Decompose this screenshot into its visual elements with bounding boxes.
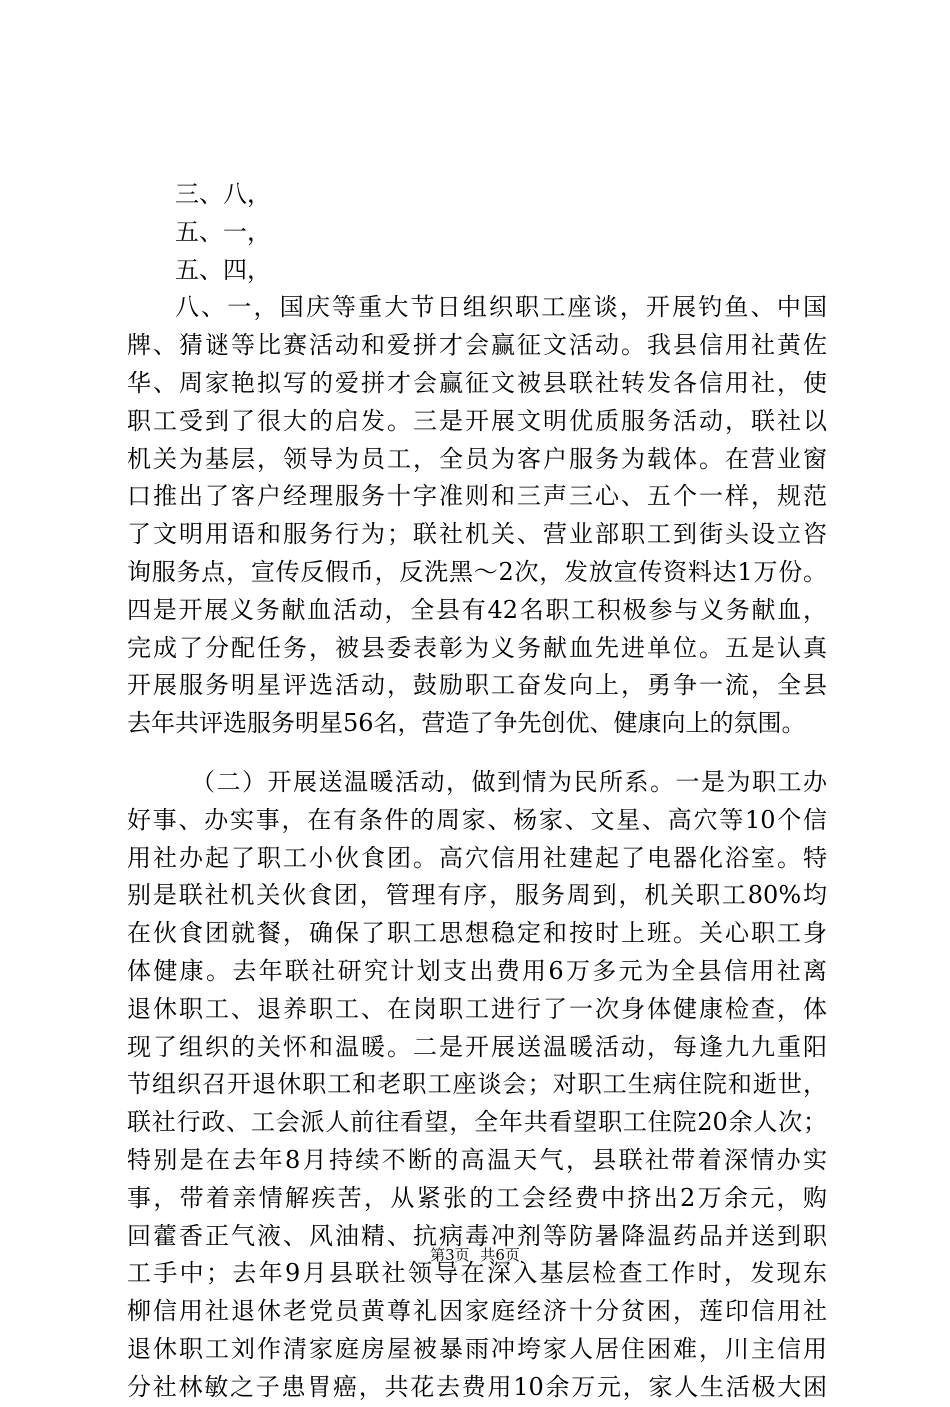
text-line: 用社办起了职工小伙食团。高穴信用社建起了电器化浴室。特 [127, 843, 827, 872]
page-number-total: 共6页 [480, 1246, 520, 1264]
text-line: 节组织召开退休职工和老职工座谈会；对职工生病住院和逝世， [127, 1070, 827, 1099]
text-line: 三、八， [175, 180, 271, 208]
text-line: 柳信用社退休老党员黄尊礼因家庭经济十分贫困，莲印信用社 [127, 1297, 827, 1326]
text-line: 牌、猜谜等比赛活动和爱拼才会赢征文活动。我县信用社黄佐 [127, 331, 827, 360]
page-number-current: 第3页 [430, 1246, 470, 1264]
text-line: 别是联社机关伙食团，管理有序，服务周到，机关职工80%均 [127, 881, 827, 910]
text-line: 五、一， [175, 217, 271, 246]
text-line: 退休职工、退养职工、在岗职工进行了一次身体健康检查，体 [127, 994, 827, 1023]
text-line: 五、四， [175, 255, 271, 284]
text-line: 分社林敏之子患胃癌，共花去费用10余万元，家人生活极大困 [127, 1372, 827, 1401]
text-line: 退休职工刘作清家庭房屋被暴雨冲垮家人居住困难，川主信用 [127, 1334, 827, 1363]
text-line: 机关为基层，领导为员工，全员为客户服务为载体。在营业窗 [127, 444, 827, 473]
paragraph-activities [127, 176, 827, 743]
text-line: 四是开展义务献血活动，全县有42名职工积极参与义务献血， [127, 595, 827, 624]
text-line: 工手中；去年9月县联社领导在深入基层检查工作时，发现东 [127, 1259, 827, 1288]
text-line: 询服务点，宣传反假币，反洗黑～2次，发放宣传资料达1万份。 [127, 557, 827, 586]
text-line: 华、周家艳拟写的爱拼才会赢征文被县联社转发各信用社，使 [127, 368, 827, 397]
text-line: 在伙食团就餐，确保了职工思想稳定和按时上班。关心职工身 [127, 919, 827, 948]
paragraph-warmth [127, 764, 827, 1407]
page-footer [0, 1245, 950, 1265]
paragraph-spacer [127, 743, 827, 764]
text-line: （二）开展送温暖活动，做到情为民所系。一是为职工办 [191, 767, 827, 796]
text-line: 体健康。去年联社研究计划支出费用6万多元为全县信用社离 [127, 956, 827, 985]
text-line: 口推出了客户经理服务十字准则和三声三心、五个一样，规范 [127, 482, 827, 511]
text-line: 联社行政、工会派人前往看望，全年共看望职工住院20余人次； [127, 1108, 827, 1137]
text-line: 去年共评选服务明星56名，营造了争先创优、健康向上的氛围。 [127, 709, 806, 738]
text-line: 现了组织的关怀和温暖。二是开展送温暖活动，每逢九九重阳 [127, 1032, 827, 1061]
text-line: 八、一，国庆等重大节日组织职工座谈，开展钓鱼、中国 [175, 293, 827, 322]
text-line: 回藿香正气液、风油精、抗病毒冲剂等防暑降温药品并送到职 [127, 1221, 827, 1250]
text-line: 完成了分配任务，被县委表彰为义务献血先进单位。五是认真 [127, 633, 827, 662]
text-line: 了文明用语和服务行为；联社机关、营业部职工到街头设立咨 [127, 520, 827, 549]
text-line: 好事、办实事，在有条件的周家、杨家、文星、高穴等10个信 [127, 805, 827, 834]
text-line: 特别是在去年8月持续不断的高温天气，县联社带着深情办实 [127, 1145, 827, 1174]
document-body [127, 176, 827, 1407]
text-line: 开展服务明星评选活动，鼓励职工奋发向上，勇争一流，全县 [127, 671, 827, 700]
text-line: 事，带着亲情解疾苦，从紧张的工会经费中挤出2万余元，购 [127, 1183, 827, 1212]
text-line: 职工受到了很大的启发。三是开展文明优质服务活动，联社以 [127, 406, 827, 435]
